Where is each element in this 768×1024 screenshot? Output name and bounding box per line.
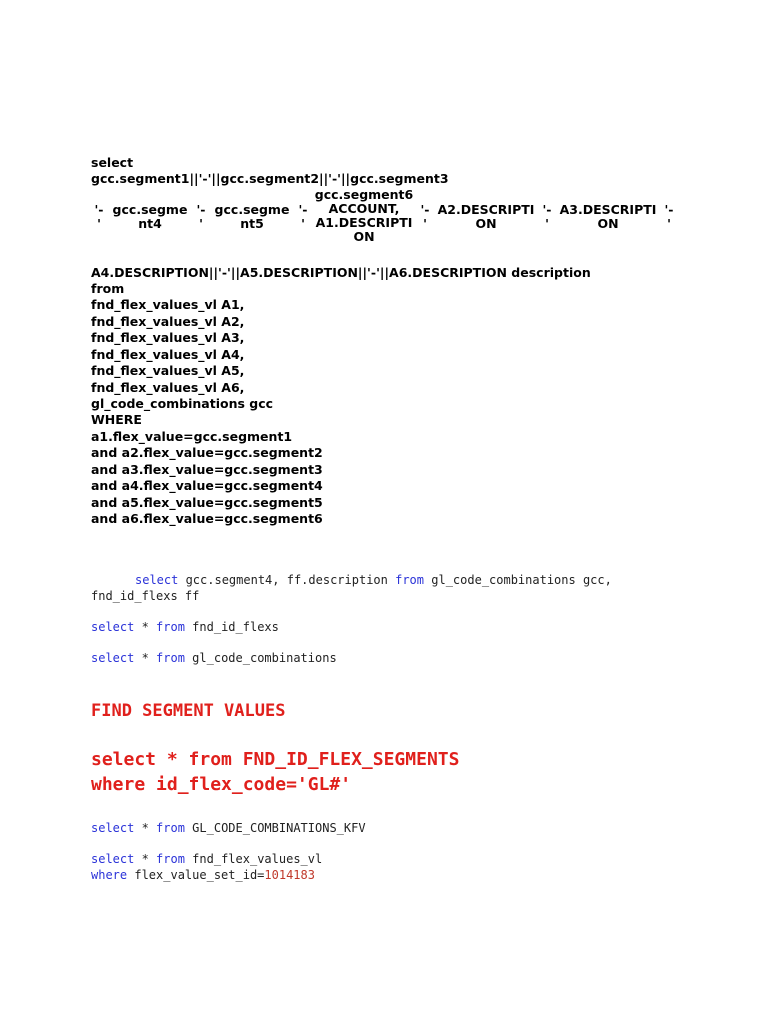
keyword: select <box>91 651 135 665</box>
table-cell: gcc.segment6 ACCOUNT, A1.DESCRIPTI ON <box>314 187 414 244</box>
sql-line: a1.flex_value=gcc.segment1 <box>91 429 293 444</box>
code-line <box>91 821 366 835</box>
table-cell: '- ' <box>298 202 308 231</box>
sql-line: from <box>91 281 125 296</box>
sql-line: fnd_flex_values_vl A5, <box>91 363 245 378</box>
sql-line: and a6.flex_value=gcc.segment6 <box>91 511 323 526</box>
keyword: select <box>91 620 135 634</box>
table-cell: A2.DESCRIPTI ON <box>437 202 535 231</box>
code-line <box>91 868 315 882</box>
sql-line: fnd_flex_values_vl A1, <box>91 297 245 312</box>
table-cell: gcc.segme nt4 <box>112 202 188 231</box>
code-line <box>135 573 612 587</box>
code-text: GL_CODE_COMBINATIONS_KFV <box>184 821 366 835</box>
sql-line: fnd_flex_values_vl A4, <box>91 347 245 362</box>
sql-line: select <box>91 155 134 170</box>
code-line <box>91 620 279 634</box>
sql-line: WHERE <box>91 412 142 427</box>
section-heading: FIND SEGMENT VALUES <box>91 701 286 721</box>
sql-line: and a4.flex_value=gcc.segment4 <box>91 478 323 493</box>
code-text: * <box>134 620 157 634</box>
code-text: flex_value_set_id= <box>127 868 265 882</box>
code-text: gl_code_combinations gcc, <box>424 573 612 587</box>
keyword: select <box>91 852 135 866</box>
keyword: from <box>156 620 185 634</box>
table-cell: A3.DESCRIPTI ON <box>559 202 657 231</box>
sql-line: fnd_flex_values_vl A2, <box>91 314 245 329</box>
number-literal: 1014183 <box>264 868 315 882</box>
table-cell: '- ' <box>94 202 104 231</box>
code-text: * <box>134 651 157 665</box>
keyword: select <box>91 821 135 835</box>
keyword: from <box>156 651 185 665</box>
keyword: select <box>135 573 179 587</box>
keyword: from <box>156 852 185 866</box>
table-cell: '- ' <box>542 202 552 231</box>
code-text: fnd_flex_values_vl <box>184 852 323 866</box>
sql-line: and a5.flex_value=gcc.segment5 <box>91 495 323 510</box>
code-text: fnd_id_flexs <box>184 620 279 634</box>
big-query-line: select * from FND_ID_FLEX_SEGMENTS <box>91 749 460 770</box>
code-line <box>91 852 322 866</box>
code-line: fnd_id_flexs ff <box>91 589 200 603</box>
code-line <box>91 651 337 665</box>
sql-line: and a2.flex_value=gcc.segment2 <box>91 445 323 460</box>
code-text: gcc.segment4, ff.description <box>178 573 396 587</box>
table-cell: gcc.segme nt5 <box>214 202 290 231</box>
sql-line: fnd_flex_values_vl A6, <box>91 380 245 395</box>
big-query-line: where id_flex_code='GL#' <box>91 774 352 795</box>
table-cell: '- ' <box>196 202 206 231</box>
keyword: where <box>91 868 128 882</box>
table-cell: '- ' <box>664 202 674 231</box>
code-text: * <box>134 821 157 835</box>
sql-line: A4.DESCRIPTION||'-'||A5.DESCRIPTION||'-'||A6.DESCRIPTION description <box>91 265 591 280</box>
keyword: from <box>395 573 425 587</box>
sql-line: gcc.segment1||'-'||gcc.segment2||'-'||gcc.segment3 <box>91 171 449 186</box>
sql-line: and a3.flex_value=gcc.segment3 <box>91 462 323 477</box>
sql-line: fnd_flex_values_vl A3, <box>91 330 245 345</box>
code-text: gl_code_combinations <box>184 651 337 665</box>
table-cell: '- ' <box>420 202 430 231</box>
sql-line: gl_code_combinations gcc <box>91 396 274 411</box>
keyword: from <box>156 821 185 835</box>
code-text: * <box>134 852 157 866</box>
